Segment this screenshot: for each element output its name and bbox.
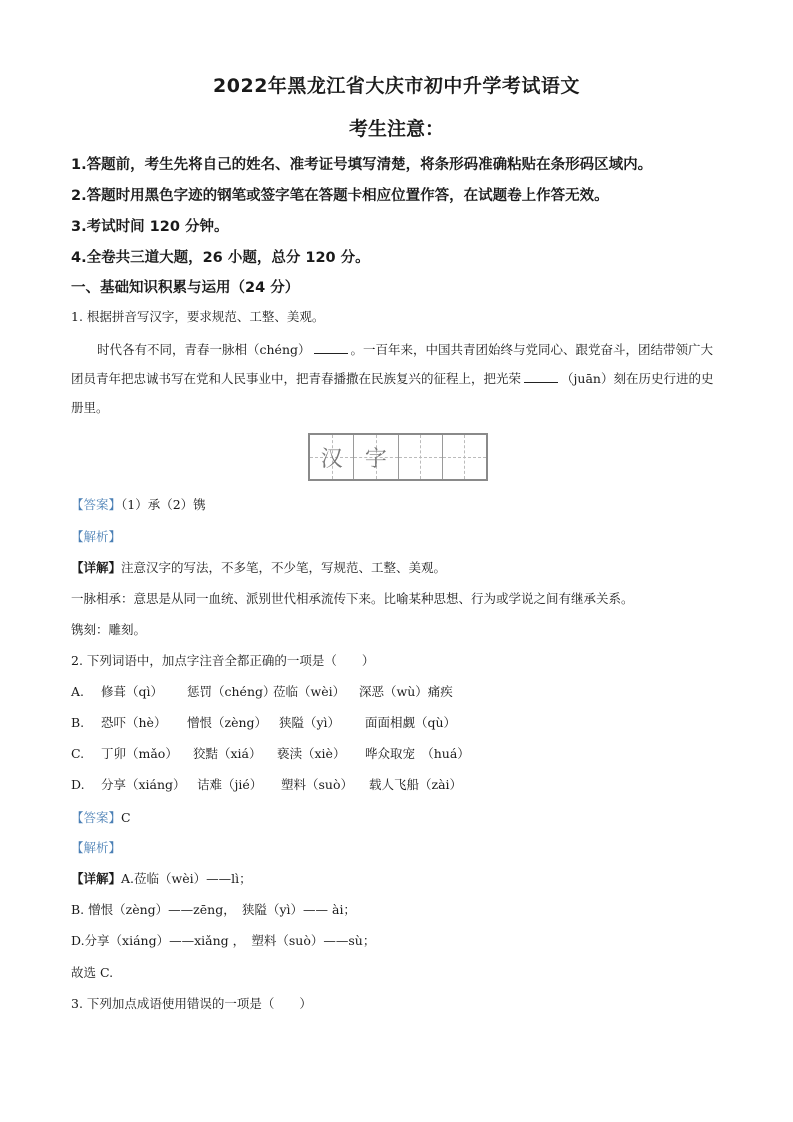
q2-conclusion: 故选 C. xyxy=(71,965,114,980)
q1-passage-part3: （juān）刻在历史行进的史册里。 xyxy=(71,371,714,415)
q1-prompt: 1. 根据拼音写汉字，要求规范、工整、美观。 xyxy=(71,309,325,324)
q1-explain-2: 镌刻：雕刻。 xyxy=(71,622,147,637)
q1-blank-2[interactable] xyxy=(524,370,558,383)
page-title: 2022年黑龙江省大庆市初中升学考试语文 xyxy=(213,75,580,97)
q2-answer xyxy=(71,808,131,826)
notice-heading: 考生注意： xyxy=(348,118,444,140)
grid-cell xyxy=(443,435,486,479)
q1-blank-1[interactable] xyxy=(314,341,348,354)
answer-text: （1）承（2）镌 xyxy=(121,497,206,512)
q1-analysis xyxy=(71,527,121,545)
grid-cell: 汉 xyxy=(310,435,354,479)
q3-prompt: 3. 下列加点成语使用错误的一项是（ ） xyxy=(71,996,312,1011)
q2-option-d[interactable]: D. 分享（xiáng） 诘难（jié） 塑料（suò） 载人飞船（zài） xyxy=(71,777,463,792)
grid-cell: 字 xyxy=(354,435,398,479)
analysis-tag: 【解析】 xyxy=(71,840,122,855)
q2-option-a[interactable]: A. 修葺（qì） 惩罚（chéng）莅临（wèi） 深恶（wù）痛疾 xyxy=(71,684,453,699)
q1-explain-1: 一脉相承：意思是从同一血统、派别世代相承流传下来。比喻某种思想、行为或学说之间有继承关系。 xyxy=(71,591,634,606)
q1-passage xyxy=(71,335,723,422)
q1-passage-part2: 。一百年来，中国共青团始终与党同心、跟党奋斗，团结带领广大团员青年把忠诚书写在党和人民事业中，把青春播撒在民族复兴的征程上，把光荣 xyxy=(71,342,714,386)
answer-text: C xyxy=(121,810,131,825)
q2-prompt: 2. 下列词语中，加点字注音全都正确的一项是（ ） xyxy=(71,653,375,668)
answer-tag: 【答案】 xyxy=(71,497,122,512)
section-heading: 一、基础知识积累与运用（24 分） xyxy=(71,280,300,296)
notice-1: 1.答题前，考生先将自己的姓名、准考证号填写清楚，将条形码准确粘贴在条形码区域内。 xyxy=(71,157,653,173)
q2-analysis xyxy=(71,838,121,856)
notice-3: 3.考试时间 120 分钟。 xyxy=(71,219,229,235)
q2-detail-3: D.分享（xiáng）——xiǎng ， 塑料（suò）——sù； xyxy=(71,933,376,948)
character-grid xyxy=(308,433,488,481)
q2-option-c[interactable]: C. 丁卯（mǎo） 狡黠（xiá） 亵渎（xiè） 哗众取宠 （huá） xyxy=(71,746,470,761)
q2-detail-1: 【详解】A.莅临（wèi）——lì； xyxy=(71,871,252,886)
q2-detail-2: B. 憎恨（zèng）——zēng， 狭隘（yì）—— ài； xyxy=(71,902,356,917)
notice-2: 2.答题时用黑色字迹的钢笔或签字笔在答题卡相应位置作答，在试题卷上作答无效。 xyxy=(71,188,609,204)
q1-detail xyxy=(71,558,446,576)
q2-option-b[interactable]: B. 恐吓（hè） 憎恨（zèng） 狭隘（yì） 面面相觑（qù） xyxy=(71,715,457,730)
detail-text: 注意汉字的写法，不多笔，不少笔，写规范、工整、美观。 xyxy=(121,560,447,575)
analysis-tag: 【解析】 xyxy=(71,529,122,544)
detail-tag: 【详解】 xyxy=(71,560,122,575)
detail-tag: 【详解】 xyxy=(71,871,122,886)
answer-tag: 【答案】 xyxy=(71,810,122,825)
grid-cell xyxy=(399,435,443,479)
q1-passage-part1: 时代各有不同，青春一脉相（chéng） xyxy=(97,342,311,357)
notice-4: 4.全卷共三道大题，26 小题，总分 120 分。 xyxy=(71,250,370,266)
q1-answer xyxy=(71,495,206,513)
